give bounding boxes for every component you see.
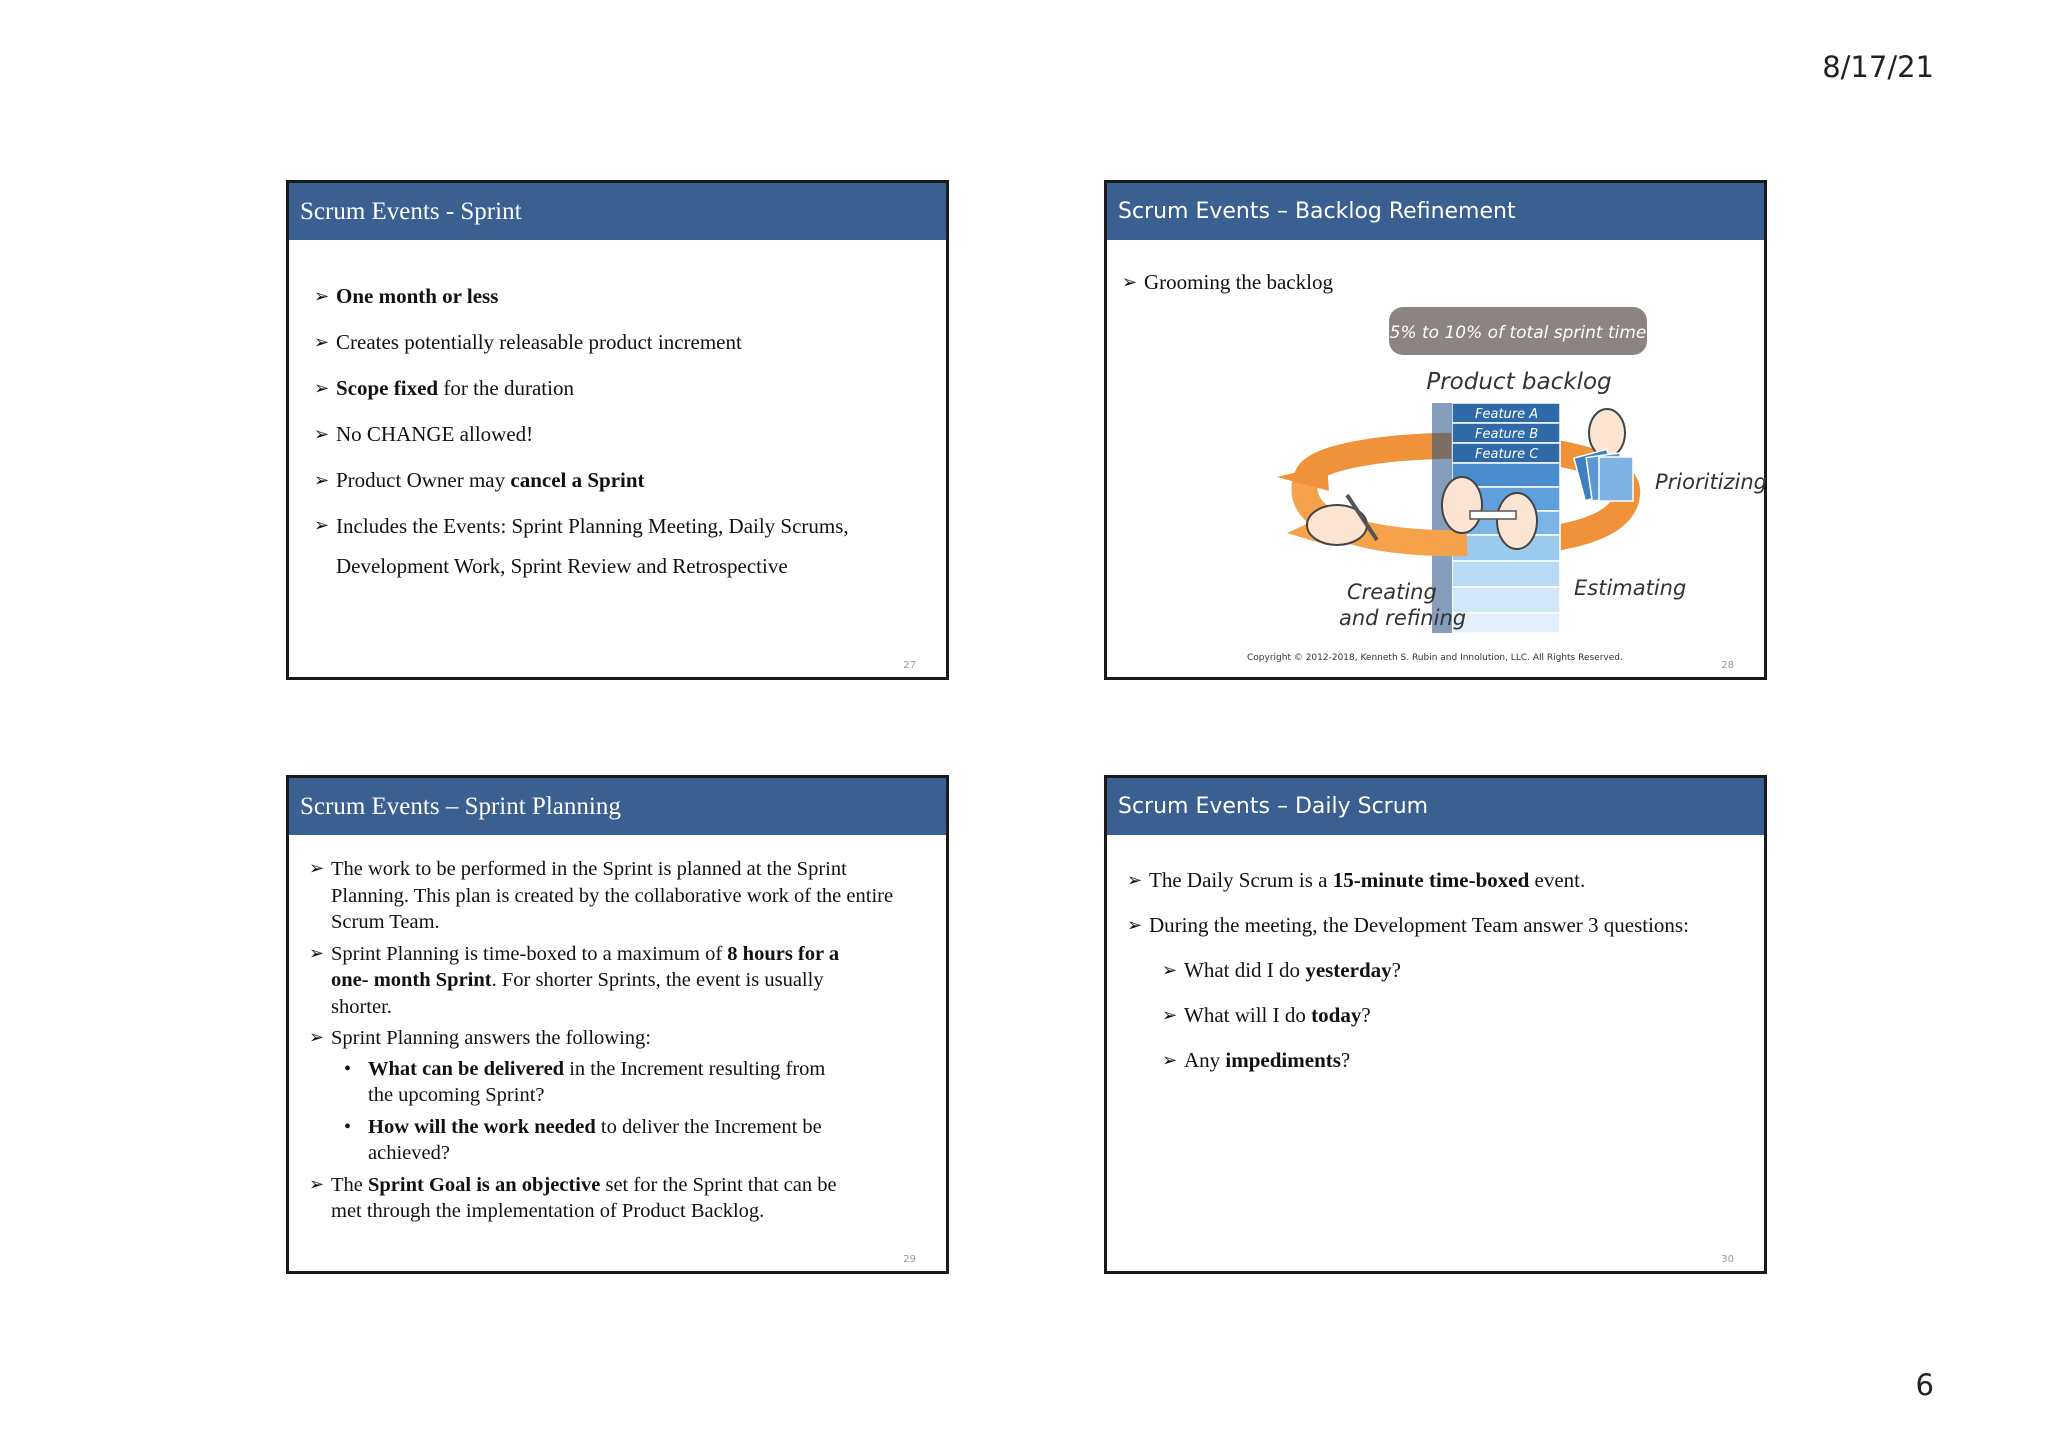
bullet-list <box>1149 867 1689 1092</box>
question-item: ➢ Any impediments? <box>1184 1047 1689 1074</box>
page-date: 8/17/21 <box>1822 50 1934 84</box>
slide-title: Scrum Events – Daily Scrum <box>1107 778 1764 835</box>
page-number: 6 <box>1915 1368 1934 1402</box>
bullet-item: ➢ During the meeting, the Development Team answer 3 questions: <box>1149 912 1689 939</box>
slide-number: 30 <box>1721 1254 1734 1265</box>
prioritizing-label: Prioritizing <box>1655 470 1768 494</box>
bullet-list <box>336 283 849 605</box>
bullet-list <box>1144 269 1333 296</box>
creating-label: Creating <box>1347 580 1437 604</box>
bullet-item: ➢ Product Owner may cancel a Sprint <box>336 467 849 494</box>
slide-sprint <box>286 180 949 680</box>
bullet-item: ➢ The Sprint Goal is an objective set for the Sprint that can be met through the implementation of Product Backlog. <box>331 1172 939 1225</box>
slide-title: Scrum Events – Sprint Planning <box>289 778 946 835</box>
bullet-list <box>331 856 939 1230</box>
bullet-item: ➢ Grooming the backlog <box>1144 269 1333 296</box>
slide-number: 29 <box>903 1254 916 1265</box>
feature-b-label: Feature B <box>1475 427 1539 442</box>
product-backlog-heading: Product backlog <box>1426 369 1612 395</box>
bullet-item: ➢ The work to be performed in the Sprint is planned at the Sprint Planning. This plan is created by the collaborative work of the entire Scrum Team. <box>331 856 939 936</box>
bullet-item: ➢ One month or less <box>336 283 849 310</box>
sub-bullet-item: • What can be delivered in the Increment resulting from the upcoming Sprint? <box>368 1056 939 1109</box>
backlog-refinement-illustration <box>1217 305 1768 645</box>
slide-number: 28 <box>1721 660 1734 671</box>
slide-title: Scrum Events – Backlog Refinement <box>1107 183 1764 240</box>
bullet-item: ➢ Scope fixed for the duration <box>336 375 849 402</box>
feature-a-label: Feature A <box>1475 407 1539 422</box>
question-item: ➢ What did I do yesterday? <box>1184 957 1689 984</box>
bullet-item: ➢ No CHANGE allowed! <box>336 421 849 448</box>
and-refining-label: and refining <box>1339 606 1467 630</box>
slide-title: Scrum Events - Sprint <box>289 183 946 240</box>
bullet-item: ➢ Sprint Planning is time-boxed to a maximum of 8 hours for a one- month Sprint. For shorter Sprints, the event is usually shorter. <box>331 941 939 1021</box>
sub-bullet-item: • How will the work needed to deliver the Increment be achieved? <box>368 1114 939 1167</box>
bullet-item: ➢ Creates potentially releasable product increment <box>336 329 849 356</box>
slide-number: 27 <box>903 660 916 671</box>
slide-backlog-refinement <box>1104 180 1767 680</box>
sprint-time-badge-text: 5% to 10% of total sprint time <box>1389 323 1647 343</box>
slide-sprint-planning <box>286 775 949 1274</box>
bullet-item: ➢ Includes the Events: Sprint Planning Meeting, Daily Scrums, Development Work, Sprint Review and Retrospective <box>336 506 849 586</box>
slide-daily-scrum <box>1104 775 1767 1274</box>
ruler-icon <box>1470 511 1516 519</box>
cards-icon <box>1574 449 1633 501</box>
feature-c-label: Feature C <box>1475 447 1539 462</box>
sub-bullet-list <box>368 1056 939 1167</box>
question-item: ➢ What will I do today? <box>1184 1002 1689 1029</box>
bullet-item: ➢ The Daily Scrum is a 15-minute time-boxed event. <box>1149 867 1689 894</box>
bullet-item: ➢ Sprint Planning answers the following: • What can be delivered in the Increment resulting from the upcoming Sprint? • How will the work needed to deliver the Increment be achieved? <box>331 1025 939 1167</box>
estimating-label: Estimating <box>1574 576 1687 600</box>
copyright-notice: Copyright © 2012-2018, Kenneth S. Rubin and Innolution, LLC. All Rights Reserved. <box>1247 653 1623 663</box>
